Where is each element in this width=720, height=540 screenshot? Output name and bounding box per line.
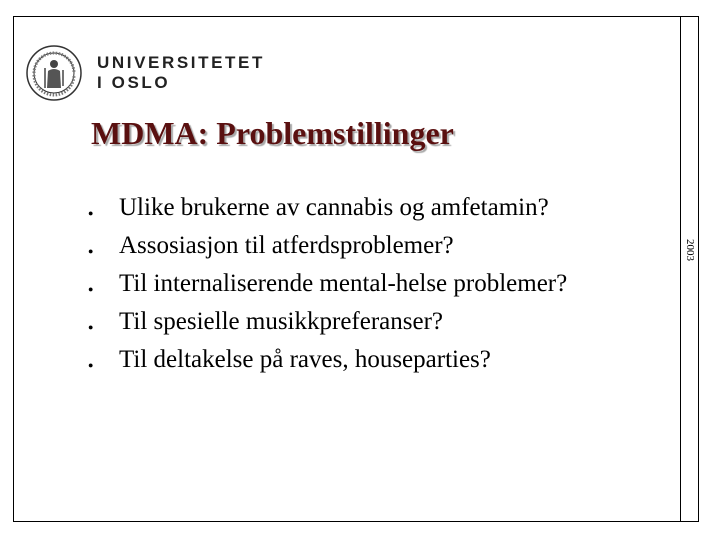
- university-name-line1: UNIVERSITETET: [97, 53, 265, 72]
- university-seal-icon: [25, 44, 83, 102]
- bullet-text: Til deltakelse på raves, houseparties?: [119, 346, 491, 373]
- side-year: 2003: [684, 239, 696, 261]
- bullet-item: [88, 189, 567, 227]
- bullet-list: [88, 189, 567, 379]
- side-bar: [680, 16, 699, 522]
- bullet-icon: ●: [88, 283, 94, 294]
- bullet-icon: ●: [88, 245, 94, 256]
- bullet-item: [88, 303, 567, 341]
- slide-title: MDMA: Problemstillinger: [91, 115, 454, 151]
- bullet-item: [88, 265, 567, 303]
- bullet-item: [88, 341, 567, 379]
- university-name-line2: I OSLO: [97, 73, 171, 92]
- bullet-text: Assosiasjon til atferdsproblemer?: [119, 232, 454, 259]
- bullet-text: Til internaliserende mental-helse problemer?: [119, 270, 568, 297]
- bullet-text: Til spesielle musikkpreferanser?: [119, 308, 443, 335]
- bullet-item: [88, 227, 567, 265]
- bullet-icon: ●: [88, 207, 94, 218]
- bullet-text: Ulike brukerne av cannabis og amfetamin?: [119, 194, 549, 221]
- bullet-icon: ●: [88, 321, 94, 332]
- university-logo: [25, 44, 265, 102]
- bullet-icon: ●: [88, 359, 94, 370]
- university-name: [97, 53, 265, 93]
